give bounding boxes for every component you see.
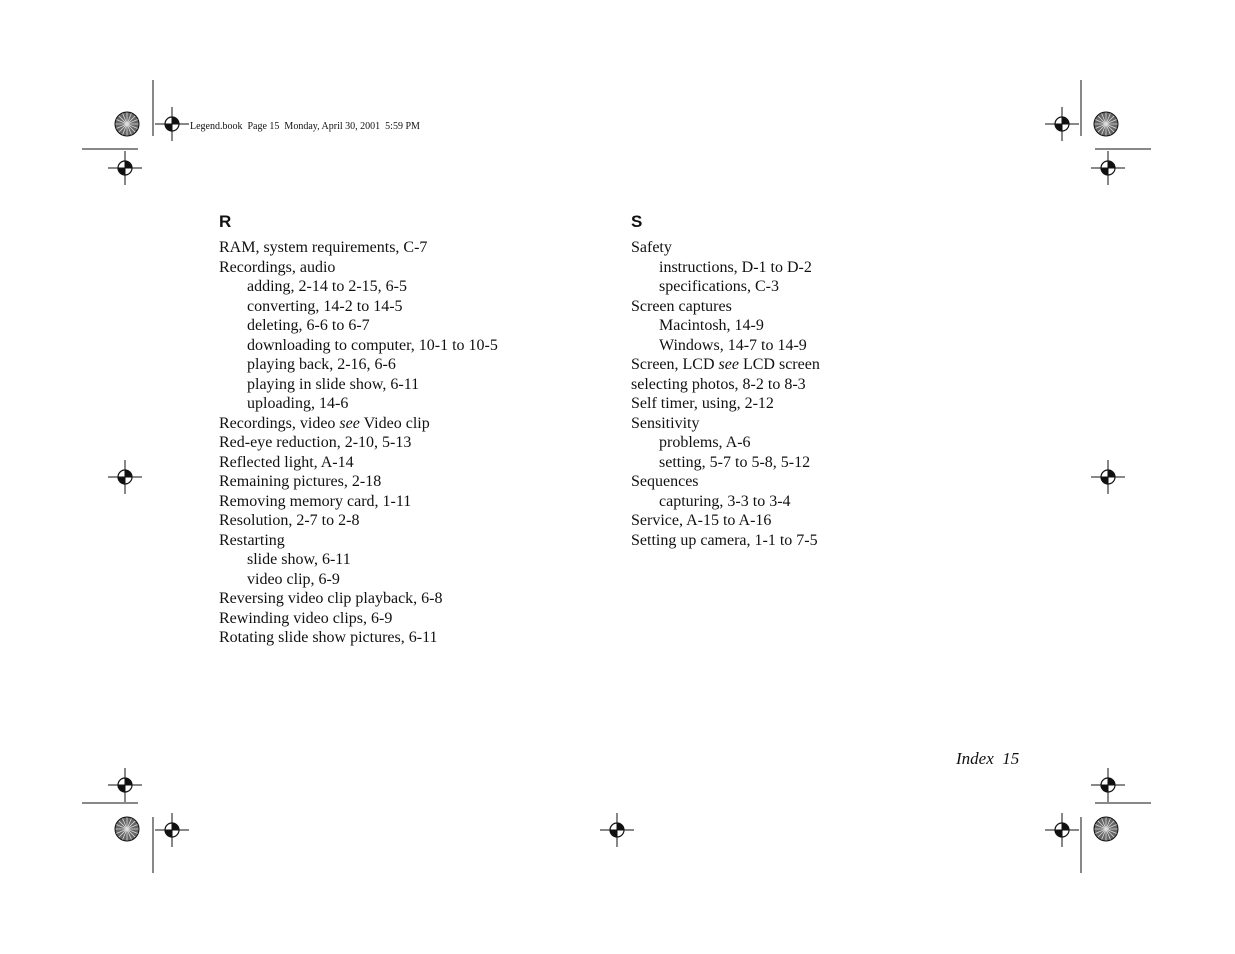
entry-text: selecting photos, 8-2 to 8-3	[631, 375, 806, 393]
index-subentry	[631, 258, 991, 278]
index-entry	[219, 453, 579, 473]
entry-text: Restarting	[219, 531, 285, 549]
index-entry	[631, 238, 991, 258]
entry-text: playing in slide show, 6-11	[247, 375, 420, 393]
entry-text: Setting up camera, 1-1 to 7-5	[631, 531, 818, 549]
starburst-top-left	[115, 112, 139, 136]
index-entry	[219, 238, 579, 258]
entry-text: Rewinding video clips, 6-9	[219, 609, 393, 627]
entry-text: Recordings, audio	[219, 258, 336, 276]
index-subentry	[219, 375, 579, 395]
index-subentry	[631, 316, 991, 336]
index-section-r	[219, 212, 579, 648]
index-section-s	[631, 212, 991, 550]
entry-text: Macintosh, 14-9	[659, 317, 764, 334]
index-entry	[631, 511, 991, 531]
index-subentry	[219, 355, 579, 375]
entry-text: instructions, D-1 to D-2	[659, 258, 812, 276]
index-entry	[631, 297, 991, 317]
entry-text: RAM, system requirements, C-7	[219, 239, 428, 256]
registration-mark-top-right-lower	[1091, 151, 1125, 185]
index-entries	[219, 238, 579, 648]
registration-mark-bottom-center	[600, 813, 634, 847]
index-entry	[219, 609, 579, 629]
entry-text: Remaining pictures, 2-18	[219, 473, 382, 490]
index-entry	[631, 414, 991, 434]
see-reference: see	[339, 414, 360, 432]
entry-text: Removing memory card, 1-11	[219, 492, 412, 510]
entry-text: Red-eye reduction, 2-10, 5-13	[219, 434, 412, 451]
entry-text: Screen captures	[631, 297, 732, 315]
index-entry	[219, 258, 579, 278]
registration-mark-left-mid	[108, 460, 142, 494]
index-entry	[219, 589, 579, 609]
index-entries	[631, 238, 991, 550]
starburst-top-right	[1094, 112, 1118, 136]
entry-text: slide show, 6-11	[247, 551, 351, 568]
index-subentry	[219, 550, 579, 570]
entry-text: Self timer, using, 2-12	[631, 395, 774, 412]
see-target: Video clip	[359, 414, 430, 432]
entry-text: video clip, 6-9	[247, 570, 340, 588]
index-subentry	[631, 453, 991, 473]
see-reference: see	[718, 356, 739, 373]
index-subentry	[219, 570, 579, 590]
index-entry	[631, 531, 991, 551]
index-entry	[219, 472, 579, 492]
entry-text: playing back, 2-16, 6-6	[247, 356, 396, 373]
index-subentry	[631, 277, 991, 297]
registration-mark-top-right	[1045, 107, 1079, 141]
entry-text: Reversing video clip playback, 6-8	[219, 590, 443, 607]
entry-text: Sequences	[631, 473, 699, 490]
entry-text: Rotating slide show pictures, 6-11	[219, 629, 438, 646]
index-entry	[631, 375, 991, 395]
index-subentry	[219, 316, 579, 336]
entry-text: Recordings, video	[219, 414, 340, 432]
registration-mark-bottom-left-upper	[108, 768, 142, 802]
index-subentry	[219, 277, 579, 297]
entry-text: deleting, 6-6 to 6-7	[247, 317, 370, 334]
registration-mark-bottom-left	[155, 813, 189, 847]
entry-text: capturing, 3-3 to 3-4	[659, 492, 791, 510]
index-subentry	[631, 492, 991, 512]
entry-text: uploading, 14-6	[247, 395, 349, 412]
registration-mark-bottom-right-upper	[1091, 768, 1125, 802]
index-entry	[219, 511, 579, 531]
entry-text: adding, 2-14 to 2-15, 6-5	[247, 278, 407, 295]
registration-mark-top-left	[155, 107, 189, 141]
page-folio: Index 15	[956, 749, 1020, 768]
index-entry	[631, 394, 991, 414]
registration-mark-top-left-lower	[108, 151, 142, 185]
entry-text: Resolution, 2-7 to 2-8	[219, 512, 360, 529]
entry-text: converting, 14-2 to 14-5	[247, 297, 403, 315]
index-entry	[631, 355, 991, 375]
starburst-bottom-right	[1094, 817, 1118, 841]
see-target: LCD screen	[738, 356, 820, 373]
index-entry	[219, 414, 579, 434]
index-subentry	[631, 336, 991, 356]
entry-text: downloading to computer, 10-1 to 10-5	[247, 336, 498, 354]
index-subentry	[219, 297, 579, 317]
entry-text: Screen, LCD	[631, 356, 719, 373]
index-entry	[631, 472, 991, 492]
header-slug: Legend.book Page 15 Monday, April 30, 2001 5:59 PM	[190, 121, 420, 132]
index-subentry	[631, 433, 991, 453]
index-subentry	[219, 336, 579, 356]
index-entry	[219, 628, 579, 648]
index-entry	[219, 531, 579, 551]
index-entry	[219, 433, 579, 453]
entry-text: problems, A-6	[659, 434, 751, 451]
section-heading: S	[631, 212, 643, 231]
starburst-bottom-left	[115, 817, 139, 841]
index-entry	[219, 492, 579, 512]
index-subentry	[219, 394, 579, 414]
section-heading: R	[219, 212, 232, 231]
entry-text: Service, A-15 to A-16	[631, 512, 772, 529]
entry-text: Reflected light, A-14	[219, 453, 354, 471]
entry-text: Safety	[631, 239, 672, 256]
registration-mark-right-mid	[1091, 460, 1125, 494]
entry-text: Windows, 14-7 to 14-9	[659, 336, 807, 354]
entry-text: specifications, C-3	[659, 278, 779, 295]
entry-text: setting, 5-7 to 5-8, 5-12	[659, 453, 811, 471]
registration-mark-bottom-right	[1045, 813, 1079, 847]
entry-text: Sensitivity	[631, 414, 700, 432]
